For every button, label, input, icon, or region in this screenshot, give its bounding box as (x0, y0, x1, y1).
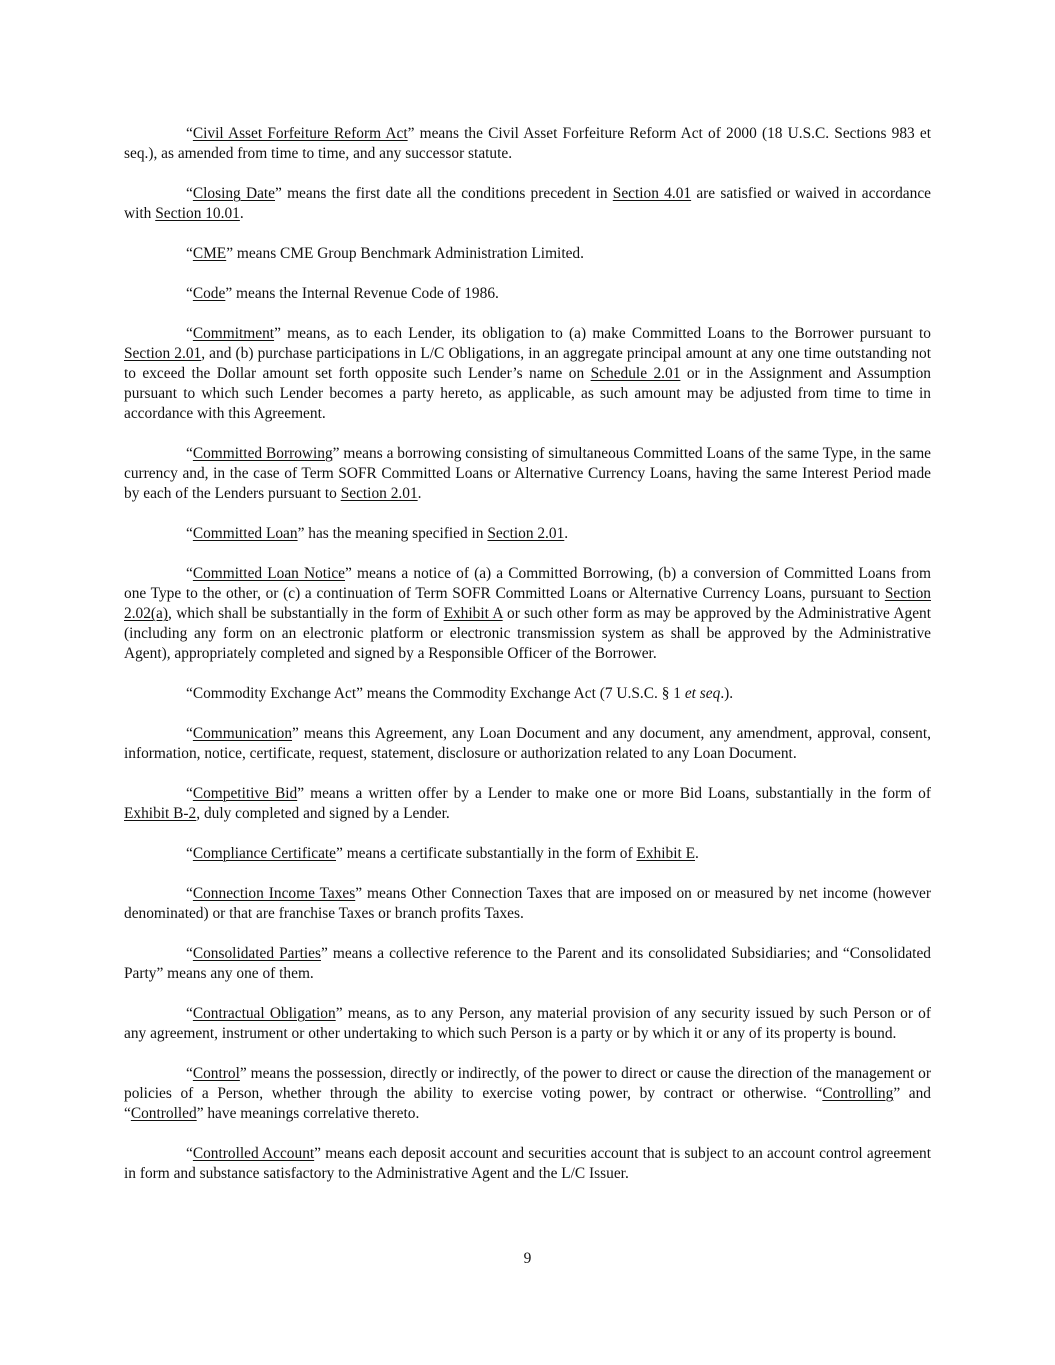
defined-term-or-reference: Exhibit E (636, 845, 696, 862)
definition-text: ” means a notice of (a) a Committed Borrowing, (b) a conversion of Committed Loans from one Type to the other, or (c) a continuation of Term SOFR Committed Loans or Alternative Currency Loans, pursuant to (124, 565, 931, 602)
definition-paragraph (124, 524, 931, 544)
definition-text: . (564, 525, 569, 542)
defined-term-or-reference: Committed Borrowing (192, 445, 333, 462)
definition-paragraph (124, 1144, 931, 1184)
definition-paragraph (124, 684, 931, 704)
defined-term-or-reference: Section 2.01 (487, 525, 565, 542)
definition-text: “ (186, 245, 193, 262)
definition-text: , duly completed and signed by a Lender. (196, 805, 450, 822)
definition-paragraph (124, 784, 931, 824)
definition-text: .). (720, 685, 734, 702)
definition-text: ” means a certificate substantially in the form of (336, 845, 637, 862)
definition-text: “ (186, 885, 193, 902)
defined-term-or-reference: Control (192, 1065, 240, 1082)
definition-paragraph (124, 564, 931, 664)
definition-text: “ (186, 1065, 193, 1082)
definition-text: “ (186, 945, 193, 962)
definition-paragraph (124, 124, 931, 164)
definition-text: “ (186, 325, 193, 342)
defined-term-or-reference: Section 2.01 (340, 485, 418, 502)
definition-paragraph (124, 724, 931, 764)
definition-paragraph (124, 844, 931, 864)
definition-paragraph (124, 1004, 931, 1044)
defined-term-or-reference: CME (192, 245, 227, 262)
definition-text: ” has the meaning specified in (297, 525, 488, 542)
definition-text: “ (186, 1145, 193, 1162)
definition-text: . (239, 205, 244, 222)
defined-term-or-reference: Connection Income Taxes (192, 885, 356, 902)
defined-term-or-reference: Exhibit A (443, 605, 503, 622)
definition-text: “ (186, 185, 193, 202)
document-body (124, 124, 931, 1204)
definition-text: “ (186, 785, 193, 802)
italic-text: et seq (684, 685, 721, 702)
defined-term-or-reference: Controlling (822, 1085, 894, 1102)
defined-term-or-reference: Commitment (192, 325, 275, 342)
defined-term-or-reference: Communication (192, 725, 293, 742)
definition-text: “ (186, 125, 193, 142)
definition-text: ” and “ (124, 1085, 931, 1122)
defined-term-or-reference: Schedule 2.01 (590, 365, 681, 382)
defined-term-or-reference: Exhibit B-2 (124, 805, 197, 822)
defined-term-or-reference: Contractual Obligation (192, 1005, 336, 1022)
definition-text: ” means this Agreement, any Loan Document and any document, any amendment, approval, consent, information, notice, certificate, request, statement, disclosure or authorization related to any Loan Document. (124, 725, 931, 762)
definition-text: ” means Other Connection Taxes that are imposed on or measured by net income (however denominated) or that are franchise Taxes or branch profits Taxes. (124, 885, 931, 922)
definition-text: ” means the possession, directly or indirectly, of the power to direct or cause the direction of the management or policies of a Person, whether through the ability to exercise voting power, by contract or otherwise. “ (124, 1065, 931, 1102)
definition-text: ” means CME Group Benchmark Administration Limited. (226, 245, 584, 262)
definition-text: ” means a collective reference to the Parent and its consolidated Subsidiaries; and “Consolidated Party” means any one of them. (124, 945, 931, 982)
definition-paragraph (124, 184, 931, 224)
definition-text: , and (b) purchase participations in L/C Obligations, in an aggregate principal amount at any one time outstanding not to exceed the Dollar amount set forth opposite such Lender’s name on (124, 345, 931, 382)
definition-paragraph (124, 444, 931, 504)
defined-term-or-reference: Code (192, 285, 226, 302)
definition-text: are satisfied or waived in accordance with (124, 185, 931, 222)
definition-text: . (417, 485, 422, 502)
definition-text: or in the Assignment and Assumption pursuant to which such Lender becomes a party hereto, as applicable, as such amount may be adjusted from time to time in accordance with this Agreement. (124, 365, 931, 422)
definition-text: . (695, 845, 699, 862)
definition-text: ” means a written offer by a Lender to make one or more Bid Loans, substantially in the form of (297, 785, 931, 802)
defined-term-or-reference: Compliance Certificate (192, 845, 337, 862)
definition-text: “ (186, 1005, 193, 1022)
definition-text: ” means the Civil Asset Forfeiture Reform Act of 2000 (18 U.S.C. Sections 983 et seq.), as amended from time to time, and any successor statute. (124, 125, 931, 162)
definition-text: ” means the Internal Revenue Code of 1986. (225, 285, 499, 302)
definition-text: “ (186, 725, 193, 742)
defined-term-or-reference: Section 4.01 (612, 185, 692, 202)
defined-term-or-reference: Consolidated Parties (192, 945, 321, 962)
definition-paragraph (124, 884, 931, 924)
definition-text: , which shall be substantially in the form of (168, 605, 444, 622)
defined-term-or-reference: Section 2.01 (124, 345, 202, 362)
definition-paragraph (124, 944, 931, 984)
definition-text: or such other form as may be approved by the Administrative Agent (including any form on an electronic platform or electronic transmission system as shall be approved by the Administrative Agent), appropriately completed and signed by a Responsible Officer of the Borrower. (124, 605, 932, 662)
definition-text: “Commodity Exchange Act” means the Commodity Exchange Act (7 U.S.C. § 1 (186, 685, 685, 702)
definition-text: “ (186, 845, 193, 862)
definition-text: ” means, as to each Lender, its obligation to (a) make Committed Loans to the Borrower pursuant to (274, 325, 931, 342)
defined-term-or-reference: Section 10.01 (155, 205, 240, 222)
definition-text: ” means, as to any Person, any material provision of any security issued by such Person or of any agreement, instrument or other undertaking to which such Person is a party or by which it or any of its property is bound. (124, 1005, 932, 1042)
definition-text: ” means a borrowing consisting of simultaneous Committed Loans of the same Type, in the same currency and, in the case of Term SOFR Committed Loans or Alternative Currency Loans, having the same Interest Period made by each of the Lenders pursuant to (124, 445, 932, 502)
definition-paragraph (124, 244, 931, 264)
defined-term-or-reference: Controlled Account (192, 1145, 315, 1162)
defined-term-or-reference: Committed Loan Notice (192, 565, 346, 582)
defined-term-or-reference: Closing Date (192, 185, 276, 202)
definition-text: ” means each deposit account and securities account that is subject to an account control agreement in form and substance satisfactory to the Administrative Agent and the L/C Issuer. (124, 1145, 931, 1182)
definition-paragraph (124, 284, 931, 304)
definition-text: “ (186, 445, 193, 462)
page-number: 9 (523, 1250, 532, 1267)
defined-term-or-reference: Competitive Bid (192, 785, 298, 802)
definition-paragraph (124, 324, 931, 424)
defined-term-or-reference: Controlled (130, 1105, 197, 1122)
definition-paragraph (124, 1064, 931, 1124)
defined-term-or-reference: Committed Loan (192, 525, 298, 542)
definition-text: “ (186, 285, 193, 302)
defined-term-or-reference: Civil Asset Forfeiture Reform Act (192, 125, 408, 142)
definition-text: ” means the first date all the conditions precedent in (275, 185, 613, 202)
definition-text: “ (186, 525, 193, 542)
definition-text: ” have meanings correlative thereto. (196, 1105, 420, 1122)
definition-text: “ (186, 565, 193, 582)
defined-term-or-reference: Section 2.02(a) (124, 585, 931, 622)
